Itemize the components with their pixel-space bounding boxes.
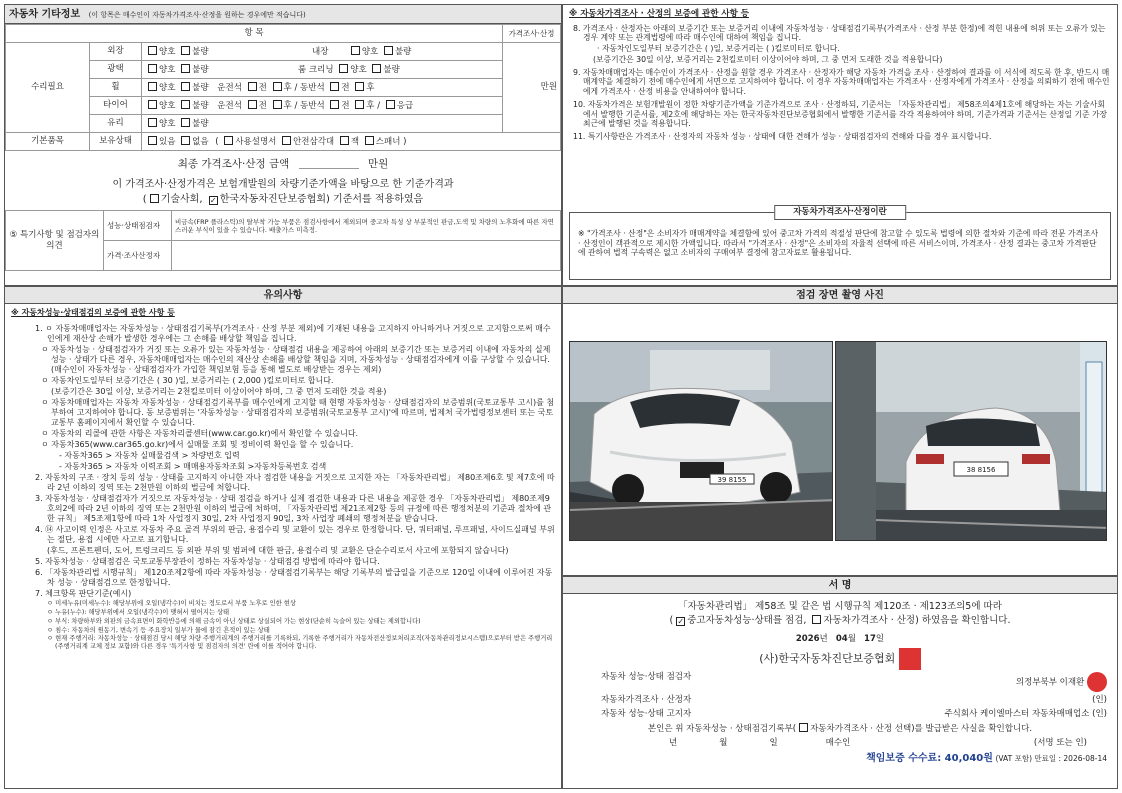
inspector-opinion: 비금속(FRP 플라스틱)의 탈부착 가능 부품은 점검사항에서 제외되며 중고차 특성 상 부분적인 판금,도색 및 차량의 노후화에 따른 자연스러운 부식이 있을 수 있습니다. 배출가스 미측정.	[172, 211, 561, 241]
car-front-illustration	[570, 342, 833, 541]
caution-item: ㅇ 자동차의 리콜에 관한 사항은 자동차리콜센터(www.car.go.kr)에서 확인할 수 있습니다.	[41, 429, 359, 438]
standard-text-1: 이 가격조사·산정가격은 보험개발원의 차량기준가액을 바탕으로 한 기준가격과	[112, 179, 454, 191]
row-label-wheel: 휠	[90, 79, 142, 97]
table-header-price: 가격조사·산정	[503, 25, 561, 43]
buyer-month: 월	[719, 738, 728, 749]
checkbox-price-check[interactable]	[812, 615, 821, 624]
caution-item: - 자동차365 > 자동차 실매물검색 > 차량번호 입력	[59, 451, 240, 460]
option-jack: 잭	[350, 136, 360, 147]
criteria-list	[11, 600, 555, 651]
checkbox[interactable]	[386, 100, 395, 109]
checkbox[interactable]	[181, 118, 190, 127]
caution-item: 6. 「자동차관리법 시행규칙」 제120조제2항에 따라 자동차성능 · 상태점검기록부는 해당 기록부의 발급일을 기준으로 120일 이내에 이루어진 자동차 성능 · 상태점검으로 한정합니다.	[35, 568, 553, 587]
checkbox[interactable]	[148, 64, 157, 73]
checkbox[interactable]	[181, 100, 190, 109]
option-spanner: 스패너 )	[375, 136, 407, 147]
criteria-item: ㅇ 침수: 자동차의 원동기, 변속기 등 주요장치 일부가 물에 잠긴 흔적이 있는 상태	[47, 626, 270, 634]
price-inspector-label: 가격·조사산정자	[104, 241, 172, 271]
repair-needed-label: 수리필요	[6, 43, 90, 133]
license-plate-front: 39 8155	[717, 476, 747, 484]
row-exterior	[142, 43, 503, 61]
inspection-photo-rear	[835, 341, 1107, 541]
checkbox[interactable]	[248, 82, 257, 91]
option-bad: 불량	[192, 82, 209, 93]
checkbox[interactable]	[148, 46, 157, 55]
option-good: 양호	[361, 46, 379, 57]
signature-row	[573, 672, 1107, 692]
checkbox[interactable]	[181, 82, 190, 91]
inspection-photos-section	[562, 286, 1118, 576]
price-guarantee-section	[562, 4, 1118, 286]
price-won-unit: 만원	[503, 43, 561, 133]
caution-item: ㅇ 자동차성능 · 상태점검자가 거짓 또는 오류가 있는 자동차성능 · 상태점검 내용을 제공하여 아래의 보증기간 또는 보증거리 이내에 자동차의 실제 성능 · 상태가 다른 경우, 자동차매매업자는 매수인의 재산상 손해를 배상할 책임을 지며, 자동차성능 · 상태점검자에게 이를 구상할 수 있습니다.(매수인이 자동차성능 · 상태점검자가 가입한 책임보험 등을 통해 별도로 배상받는 경우는 제외)	[41, 345, 551, 374]
price-guarantee-list	[569, 24, 1111, 142]
sign-value: 의정부북부 이재환	[1015, 677, 1085, 688]
option-passenger: / 동반석	[294, 100, 325, 111]
caution-item: ㅇ 자동차인도일부터 보증기간은 ( 30 )일, 보증거리는 ( 2,000 )킬로미터로 합니다.	[41, 376, 334, 385]
row-label-exterior: 외장	[90, 43, 142, 61]
checkbox[interactable]	[351, 46, 360, 55]
inspection-photo-front	[569, 341, 833, 541]
checkbox[interactable]	[330, 100, 339, 109]
notice-item: · 자동차인도일부터 보증기간은 ( )일, 보증거리는 ( )킬로미터로 합니다.	[597, 44, 840, 54]
final-price-row	[5, 157, 561, 171]
org-name: (사)한국자동차진단보증협회	[759, 652, 896, 666]
checkbox[interactable]	[273, 100, 282, 109]
buyer-confirm-text: 본인은 위 자동차성능 · 상태점검기록부( 자동차가격조사 · 산정 선택)를 발급받은 사실을 확인합니다.	[647, 723, 1033, 734]
option-bad: 불량	[192, 64, 209, 75]
caution-item: 1. ㅇ 자동차매매업자는 자동차성능 · 상태점검기록부(가격조사 · 산정 부분 제외)에 기재된 내용을 고지하지 아니하거나 거짓으로 고지함으로써 매수인에게 재산상 손해가 발생한 경우에는 그 손해를 배상할 책임을 집니다.	[35, 324, 551, 343]
checkbox[interactable]	[365, 136, 374, 145]
signature-org	[573, 648, 1107, 670]
option-has: 있음	[159, 136, 176, 147]
inspector-stamp-icon	[1087, 672, 1107, 692]
signature-section	[562, 576, 1118, 789]
criteria-item: ㅇ 미세누유(미세누수): 해당부위에 오일(냉각수)이 비치는 정도로서 부품 노후로 인한 현상	[47, 600, 296, 607]
basic-items-label: 기본품목	[6, 133, 90, 151]
signature-row	[573, 709, 1107, 720]
price-definition-box	[569, 207, 1111, 280]
row-label-gloss: 광택	[90, 61, 142, 79]
checkbox[interactable]	[330, 82, 339, 91]
buyer-label: 매수인	[825, 738, 851, 749]
option-rear: 후	[283, 82, 292, 93]
buyer-sign-field[interactable]: (서명 또는 인)	[1033, 738, 1087, 749]
checkbox[interactable]	[224, 136, 233, 145]
option-rear: 후	[283, 100, 292, 111]
signature-date: 2026년 04월 17일	[795, 633, 885, 644]
signature-confirm-text: ( ✓ 중고자동차성능·상태를 점검, 자동차가격조사 · 산정) 하였음을 확인합니다.	[669, 614, 1011, 626]
date-year: 2026	[795, 633, 820, 644]
row-gloss	[142, 61, 503, 79]
option-good: 양호	[159, 100, 176, 111]
row-label-possess: 보유상태	[90, 133, 142, 151]
checkbox[interactable]	[340, 136, 349, 145]
checkbox[interactable]	[181, 64, 190, 73]
buyer-year: 년	[669, 738, 678, 749]
notice-item: 10. 자동차가격은 보험개발원이 정한 차량기준가액을 기준가격으로 조사 · 산정하되, 기준서는 「자동차관리법」 제58조의4제1호에 해당하는 자는 기술사회에서 발행한 기준서를, 제2호에 해당하는 자는 한국자동차진단보증협회에서 발행한 기준서를 각각 적용하여야 하며, 기준가격과 기준서는 산정일 기준 가장 최근에 발행된 것을 적용합니다.	[573, 99, 1108, 129]
notice-item: (보증기간은 30일 이상, 보증거리는 2천킬로미터 이상이어야 하며, 그 중 먼저 도래한 것을 적용합니다)	[593, 54, 943, 64]
caution-item: ㅇ 자동차365(www.car365.go.kr)에서 실매물 조회 및 정비이력 확인을 할 수 있습니다.	[41, 440, 354, 449]
car-rear-illustration	[836, 342, 1107, 541]
row-label-roomclean: 룸 크리닝	[297, 64, 334, 75]
checkbox-diagnosis-assoc[interactable]: ✓	[209, 195, 217, 205]
option-rear: 후	[366, 100, 375, 111]
option-good: 양호	[159, 82, 176, 93]
option-none: 없음	[192, 136, 209, 147]
row-glass	[142, 115, 503, 133]
caution-item: 5. 자동차성능 · 상태점검은 국토교통부장관이 정하는 자동차성능 · 상태점검 방법에 따라야 합니다.	[35, 557, 380, 566]
option-bad: 불량	[192, 118, 209, 129]
option-bad: 불량	[192, 100, 209, 111]
guarantee-fee: 책임보증 수수료: 40,040원	[866, 752, 993, 764]
checkbox[interactable]	[181, 46, 190, 55]
checkbox[interactable]	[148, 118, 157, 127]
sign-label: 자동차 성능·상태 점검자	[601, 672, 692, 683]
caution-section	[4, 286, 562, 789]
checkbox[interactable]	[248, 100, 257, 109]
option-front: 전	[258, 82, 267, 93]
option-driver: 운전석	[217, 100, 242, 111]
checkbox[interactable]	[355, 82, 364, 91]
caution-item: 3. 자동차성능 · 상태점검자가 거짓으로 자동차성능 · 상태 점검을 하거나 실제 점검한 내용과 다른 내용을 제공한 경우 「자동차관리법」 제80조제9호의2에 따라 2년 이하의 징역 또는 2천만원 이하의 벌금에 처하며, 「자동차관리법 제21조제2항 등의 규정에 따른 행정처분의 기준과 절차에 관한 규칙」 제5조제1항에 따라 1차 사업정지 30일, 2차 사업정지 90일, 3차 사업장 폐쇄의 행정처분을 받습니다.	[35, 494, 552, 523]
signature-row	[573, 695, 1107, 706]
notice-item: 8. 가격조사 · 산정자는 아래의 보증기간 또는 보증거리 이내에 자동차성능 · 상태점검기록부(가격조사 · 산정 부분 한정)에 적힌 내용에 허위 또는 오류가 있는 경우 계약 또는 관계법령에 따라 매수인에 대하여 책임을 집니다.	[573, 23, 1106, 43]
option-good: 양호	[159, 64, 176, 75]
section-subtitle: (이 항목은 매수인이 자동차가격조사·산정을 원하는 경우에만 적습니다)	[88, 11, 306, 19]
notice-item: 9. 자동차매매업자는 매수인이 가격조사 · 산정을 원할 경우 가격조사 · 산정자가 해당 자동차 가격을 조사 · 산정하여 결과를 이 서식에 적도록 한 후, 반드시 매매계약을 체결하기 전에 매수인에게 서면으로 고지하여야 합니다. 이 경우 자동차매매업자는 가격조사 · 산정자에게 가격조사 · 산정을 의뢰하기 전에 매수인에게 가격조사 · 산정 비용을 안내하여야 합니다.	[573, 67, 1110, 97]
checkbox[interactable]	[372, 64, 381, 73]
sign-value: (인)	[1092, 695, 1107, 706]
checkbox-engineer-society[interactable]	[150, 194, 159, 203]
row-label-tire: 타이어	[90, 97, 142, 115]
signature-law-text: 「자동차관리법」 제58조 및 같은 법 시행규칙 제120조 · 제123조의5에 따라	[678, 601, 1002, 612]
option-front: 전	[341, 82, 350, 93]
caution-item: (보증기간은 30일 이상, 보증거리는 2천킬로미터 이상이어야 하며, 그 중 먼저 도래한 것을 적용)	[51, 387, 387, 396]
signature-body	[563, 594, 1117, 769]
price-inspector-opinion	[172, 241, 561, 271]
caution-item: - 자동차365 > 자동차 이력조회 > 매매용자동차조회 >자동차등록번호 검색	[59, 462, 327, 471]
option-good: 양호	[350, 64, 367, 75]
condition-table	[5, 24, 561, 151]
table-header-item: 항 목	[6, 25, 503, 43]
caution-item: (후드, 프론트펜더, 도어, 트렁크리드 등 외판 부위 및 범퍼에 대한 판금, 용접수리 및 교환은 단순수리로서 사고에 포함되지 않습니다)	[47, 546, 509, 555]
checkbox[interactable]	[339, 64, 348, 73]
final-price-label: 최종 가격조사·산정 금액	[177, 158, 290, 170]
caution-body	[5, 304, 561, 656]
row-tire: 양호 불량 운전석 전 후 / 동반석 전 후 / 응급	[142, 97, 503, 115]
caution-item: 4. ⑭ 사고이력 인정은 사고로 자동차 주요 골격 부위의 판금, 용접수리 및 교환이 있는 경우로 한정합니다. 단, 쿼터패널, 루프패널, 사이드실패널 부위는 절단, 용접 시에만 사고로 표기합니다.	[35, 525, 555, 544]
caution-item: ㅇ 자동차매매업자는 자동차 자동차성능 · 상태점검기록부를 매수인에게 고지할 때 현행 자동차성능 · 상태점검자의 보증범위(국토교통부 고시)를 첨부하여 고지하여야 합니다. 동 보증범위는 '자동차성능 · 상태점검자의 보증범위(국토교통부 고시)'에 따르며, 법제처 국가법령정보센터 또는 국토교통부 홈페이지에서 확인할 수 있습니다.	[41, 398, 555, 427]
option-good: 양호	[159, 46, 176, 57]
standard-text-2: ( 기술사회, ✓ 한국자동차진단보증협회) 기준서를 적용하였음	[142, 193, 424, 205]
option-front: 전	[341, 100, 350, 111]
date-day: 17	[864, 633, 876, 644]
price-definition-title: 자동차가격조사·산정이란	[774, 205, 906, 220]
option-passenger: / 동반석	[294, 82, 325, 93]
price-definition-text: ※ "가격조사 · 산정"은 소비자가 매매계약을 체결함에 있어 중고차 가격의 적절성 판단에 참고할 수 있도록 법령에 의한 절차와 기준에 따라 전문 가격조사 · 산정인이 객관적으로 제시한 가액입니다. 따라서 "가격조사 · 산정"은 소비자의 자율적 선택에 따른 서비스이며, 가격조사 · 산정 결과는 중고차 가격판단에 관하여 법적 구속력은 없고 소비자의 구매여부 결정에 참고자료로 활용됩니다.	[578, 229, 1099, 258]
checkbox[interactable]	[355, 100, 364, 109]
row-label-interior: 내장	[311, 46, 329, 57]
sign-value: 주식회사 케이엘마스터 자동차매매업소 (인)	[944, 709, 1107, 719]
option-good: 양호	[159, 118, 176, 129]
option-front: 전	[258, 100, 267, 111]
caution-item: 2. 자동차의 구조 · 장치 등의 성능 · 상태를 고지하지 아니한 자나 점검한 내용을 거짓으로 고지한 자는 「자동차관리법」 제80조제6호 및 제7호에 따라 2년 이하의 징역 또는 2천만원 이하의 벌금에 처합니다.	[35, 473, 555, 492]
sign-label: 자동차가격조사 · 산정자	[601, 695, 692, 706]
option-triangle: 안전삼각대	[293, 136, 335, 147]
official-seal-icon	[899, 648, 921, 670]
checkbox[interactable]	[181, 136, 190, 145]
caution-bar: 유의사항	[5, 287, 561, 304]
row-wheel	[142, 79, 503, 97]
checkbox-buyer-price[interactable]	[799, 723, 808, 732]
caution-item: 7. 체크항목 판단기준(예시)	[35, 589, 132, 598]
date-month: 04	[835, 633, 848, 644]
final-price-unit: 만원	[367, 158, 389, 170]
option-emergency: 응급	[396, 100, 414, 111]
section-title: 자동차 기타정보	[9, 9, 81, 20]
option-bad: 불량	[192, 46, 209, 57]
option-manual: 사용설명서	[235, 136, 277, 147]
final-price-field[interactable]	[299, 157, 359, 169]
checkbox[interactable]	[148, 136, 157, 145]
option-driver: 운전석	[217, 82, 242, 93]
checkbox[interactable]	[384, 46, 393, 55]
special-notes-label: ⑤ 특기사항 및 점검자의 의견	[6, 211, 104, 271]
checkbox[interactable]	[273, 82, 282, 91]
license-plate-rear: 38 8156	[966, 466, 996, 474]
sign-label: 자동차 성능·상태 고지자	[601, 709, 692, 719]
fee-row	[573, 753, 1107, 766]
option-rear: 후	[366, 82, 375, 93]
option-bad: 불량	[383, 64, 400, 75]
notice-item: 11. 특기사항란은 가격조사 · 산정자의 자동차 성능 · 상태에 대한 견해가 성능 · 상태점검자의 견해와 다를 경우 표시합니다.	[573, 131, 992, 141]
criteria-item: ㅇ 누유(누수): 해당부위에서 오일(냉각수)이 맺혀서 떨어지는 상태	[47, 608, 230, 616]
criteria-item: ㅇ 현재 주행거리: 자동차성능 · 상태점검 당시 해당 차량 주행거리계의 주행거리를 기록하되, 기록한 주행거리가 자동차전산정보처리조직(자동차관리정보시스템)으로부터 받은 주행거리(주행거리계 교체 정보 포함)와 다른 경우 '특기사항 및 점검자의 의견' 란에 이를 적어야 합니다.	[47, 635, 553, 651]
criteria-item: ㅇ 부식: 차량하부와 외판의 금속표면이 화학반응에 의해 금속이 아닌 상태로 상실되어 가는 현상(단순히 녹슬어 있는 상태는 제외합니다)	[47, 617, 421, 625]
signature-bar: 서 명	[563, 577, 1117, 594]
caution-list	[11, 324, 555, 599]
buyer-day: 일	[769, 738, 778, 749]
checkbox[interactable]	[282, 136, 291, 145]
row-possess: 있음 없음 ( 사용설명서 안전삼각대 잭 스패너 )	[142, 133, 561, 151]
checkbox-performance-check[interactable]: ✓	[677, 616, 685, 626]
row-label-glass: 유리	[90, 115, 142, 133]
caution-title: ※ 자동차성능·상태점검의 보증에 관한 사항 등	[11, 308, 175, 317]
buyer-sign-row	[573, 738, 1107, 749]
inspector-label: 성능·상태점검자	[104, 211, 172, 241]
checkbox[interactable]	[148, 82, 157, 91]
checkbox[interactable]	[148, 100, 157, 109]
photos-bar: 점검 장면 촬영 사진	[563, 287, 1117, 304]
price-guarantee-title: ※ 자동차가격조사 · 산정의 보증에 관한 사항 등	[569, 9, 750, 19]
fee-expiry: (VAT 포함) 만료일 : 2026-08-14	[995, 753, 1107, 763]
special-notes-table	[5, 210, 561, 271]
option-bad: 불량	[394, 46, 412, 57]
vehicle-other-info-section	[4, 4, 562, 286]
section-header	[5, 5, 561, 24]
